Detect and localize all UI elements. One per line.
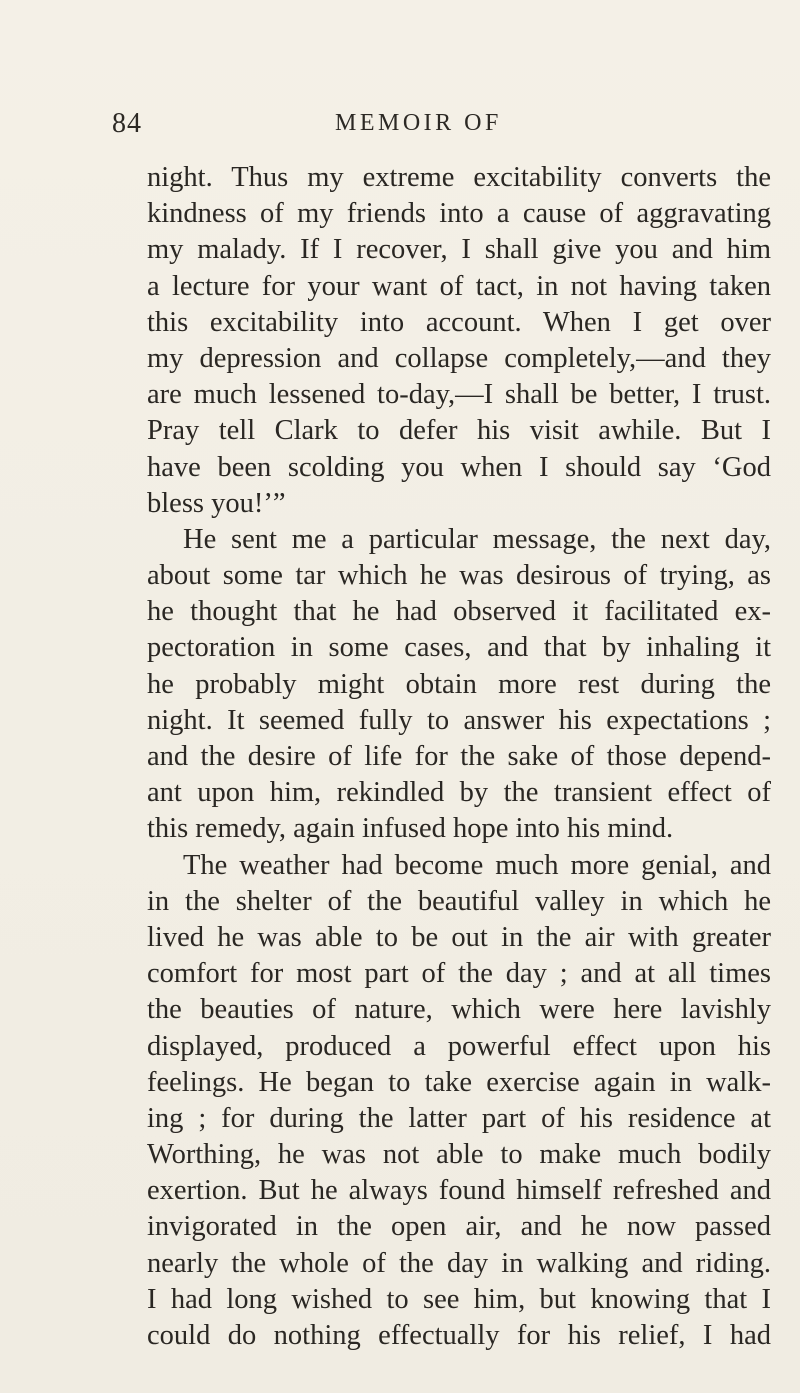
text-line: ant upon him, rekindled by the transient effect of — [147, 777, 771, 809]
text-line: pectoration in some cases, and that by inhaling it — [147, 632, 771, 664]
text-line: bless you!’” — [147, 487, 286, 519]
text-line: Worthing, he was not able to make much bodily — [147, 1139, 771, 1171]
text-line: displayed, produced a powerful effect upon his — [147, 1030, 771, 1062]
text-line: this remedy, again infused hope into his mind. — [147, 813, 674, 845]
text-line: The weather had become much more genial, and — [183, 849, 771, 881]
text-line: he probably might obtain more rest during the — [147, 668, 771, 700]
text-line: the beauties of nature, which were here lavishly — [147, 994, 771, 1026]
text-line: he thought that he had observed it facilitated ex- — [147, 596, 771, 628]
text-line: comfort for most part of the day ; and at all times — [147, 958, 771, 990]
text-line: about some tar which he was desirous of trying, as — [147, 560, 771, 592]
text-line: night. It seemed fully to answer his expectations ; — [147, 704, 771, 736]
text-line: are much lessened to-day,—I shall be better, I trust. — [147, 379, 771, 411]
text-line: this excitability into account. When I get over — [147, 306, 771, 338]
page-header — [112, 108, 752, 148]
text-line: I had long wished to see him, but knowing that I — [147, 1283, 771, 1315]
running-head: MEMOIR OF — [335, 110, 502, 136]
text-line: in the shelter of the beautiful valley in which he — [147, 885, 771, 917]
page-number: 84 — [112, 108, 142, 139]
text-line: He sent me a particular message, the next day, — [183, 523, 771, 555]
text-line: my depression and collapse completely,—and they — [147, 342, 771, 374]
text-line: feelings. He began to take exercise again in walk- — [147, 1066, 771, 1098]
text-line: ing ; for during the latter part of his residence at — [147, 1102, 771, 1134]
text-line: could do nothing effectually for his relief, I had — [147, 1320, 771, 1351]
text-line: kindness of my friends into a cause of aggravating — [147, 198, 771, 230]
text-line: Pray tell Clark to defer his visit awhile. But I — [147, 415, 771, 447]
body-text — [147, 160, 771, 1354]
text-line: invigorated in the open air, and he now passed — [147, 1211, 771, 1243]
text-line: and the desire of life for the sake of those depend- — [147, 741, 771, 772]
text-line: lived he was able to be out in the air with greater — [147, 921, 771, 953]
text-line: have been scolding you when I should say ‘God — [147, 451, 771, 483]
text-line: a lecture for your want of tact, in not having taken — [147, 270, 771, 302]
text-line: night. Thus my extreme excitability converts the — [147, 162, 771, 193]
text-line: exertion. But he always found himself refreshed and — [147, 1175, 771, 1207]
text-line: nearly the whole of the day in walking and riding. — [147, 1247, 771, 1279]
text-line: my malady. If I recover, I shall give you and him — [147, 234, 771, 266]
